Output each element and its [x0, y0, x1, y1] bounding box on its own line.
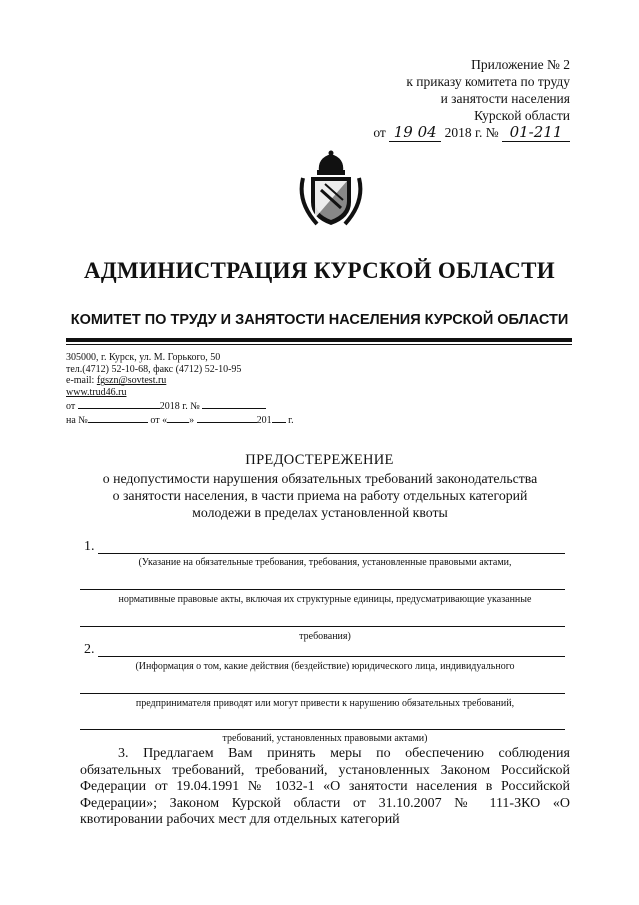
incoming-year: 201 — [256, 414, 272, 426]
incoming-year-suffix: г. — [288, 414, 294, 426]
incoming-number-blank — [88, 413, 148, 423]
subtitle-line-3: молодежи в пределах установленной квоты — [192, 505, 448, 520]
section-2-fill-line-3 — [80, 729, 565, 730]
appendix-line-4: Курской области — [474, 108, 570, 123]
committee-title: КОМИТЕТ ПО ТРУДУ И ЗАНЯТОСТИ НАСЕЛЕНИЯ КУРСКОЙ ОБЛАСТИ — [70, 312, 569, 328]
section-1-fill-line-2 — [80, 589, 565, 590]
section-3-text: 3. Предлагаем Вам принять меры по обеспечению соблюдения обязательных требований, требований, установленных Законом Российской Федерации от 19.04.1991 № 1032-1 «О занятости населения в Российской Федерации»; Законом Курской области от 31.10.2007 № 111-ЗКО «О квотировании рабочих мест для отдельных категорий — [80, 746, 570, 827]
email-label: e-mail: — [66, 375, 97, 387]
section-2-number: 2. — [84, 642, 95, 657]
appendix-block — [340, 56, 570, 142]
appendix-date-prefix: от — [373, 125, 386, 140]
section-1-caption-2: нормативные правовые акты, включая их структурные единицы, предусматривающие указанные — [118, 594, 532, 605]
document-title: ПРЕДОСТЕРЕЖЕНИЕ — [245, 452, 394, 468]
subtitle-line-2: о занятости населения, в части приема на работу отдельных категорий — [112, 488, 528, 503]
section-1-caption-1: (Указание на обязательные требования, требования, установленные правовыми актами, — [138, 557, 512, 568]
section-1-fill-line — [98, 553, 565, 554]
subtitle-line-1: о недопустимости нарушения обязательных требований законодательства — [102, 471, 538, 486]
incoming-day-blank — [167, 413, 189, 423]
appendix-line-3: и занятости населения — [440, 91, 570, 106]
section-3-paragraph — [80, 746, 570, 829]
document-subtitle — [70, 470, 570, 521]
appendix-year-text: 2018 г. № — [444, 125, 499, 140]
appendix-number-handwritten: 01-211 — [502, 124, 570, 142]
header-rule-thin — [66, 344, 572, 345]
section-1-fill-line-3 — [80, 626, 565, 627]
section-2-fill-line-2 — [80, 693, 565, 694]
incoming-year-blank — [272, 413, 286, 423]
header-rule-thick — [66, 338, 572, 342]
appendix-date-line — [340, 124, 570, 142]
section-1-number: 1. — [84, 539, 95, 554]
incoming-quote: » — [189, 414, 195, 426]
section-2-caption-1: (Информация о том, какие действия (бездействие) юридического лица, индивидуального — [135, 661, 515, 672]
incoming-from-label: от « — [150, 414, 168, 426]
incoming-on-label: на № — [66, 414, 88, 426]
administration-title: АДМИНИСТРАЦИЯ КУРСКОЙ ОБЛАСТИ — [84, 258, 555, 283]
coat-of-arms-emblem — [297, 150, 365, 228]
incoming-ref-line — [66, 413, 366, 427]
section-1-caption-3: требования) — [299, 631, 351, 642]
appendix-line-1: Приложение № 2 — [471, 57, 570, 72]
outgoing-from-label: от — [66, 400, 76, 412]
email-link[interactable]: fgszn@sovtest.ru — [96, 375, 167, 387]
incoming-month-blank — [197, 413, 257, 423]
outgoing-year-label: 2018 г. № — [159, 400, 200, 412]
website-link[interactable]: www.trud46.ru — [66, 387, 127, 399]
address-line: 305000, г. Курск, ул. М. Горького, 50 — [66, 352, 221, 363]
section-2-fill-line — [98, 656, 565, 657]
section-2-caption-3: требований, установленных правовыми актами) — [222, 733, 428, 744]
outgoing-date-blank — [78, 399, 160, 409]
email-line — [66, 375, 366, 387]
outgoing-number-blank — [202, 399, 266, 409]
appendix-date-handwritten: 19 04 — [389, 124, 441, 142]
address-block — [66, 352, 366, 426]
phone-line: тел.(4712) 52-10-68, факс (4712) 52-10-95 — [66, 363, 242, 375]
section-2-caption-2: предпринимателя приводят или могут привести к нарушению обязательных требований, — [135, 698, 515, 709]
appendix-line-2: к приказу комитета по труду — [406, 74, 570, 89]
outgoing-ref-line — [66, 399, 366, 413]
